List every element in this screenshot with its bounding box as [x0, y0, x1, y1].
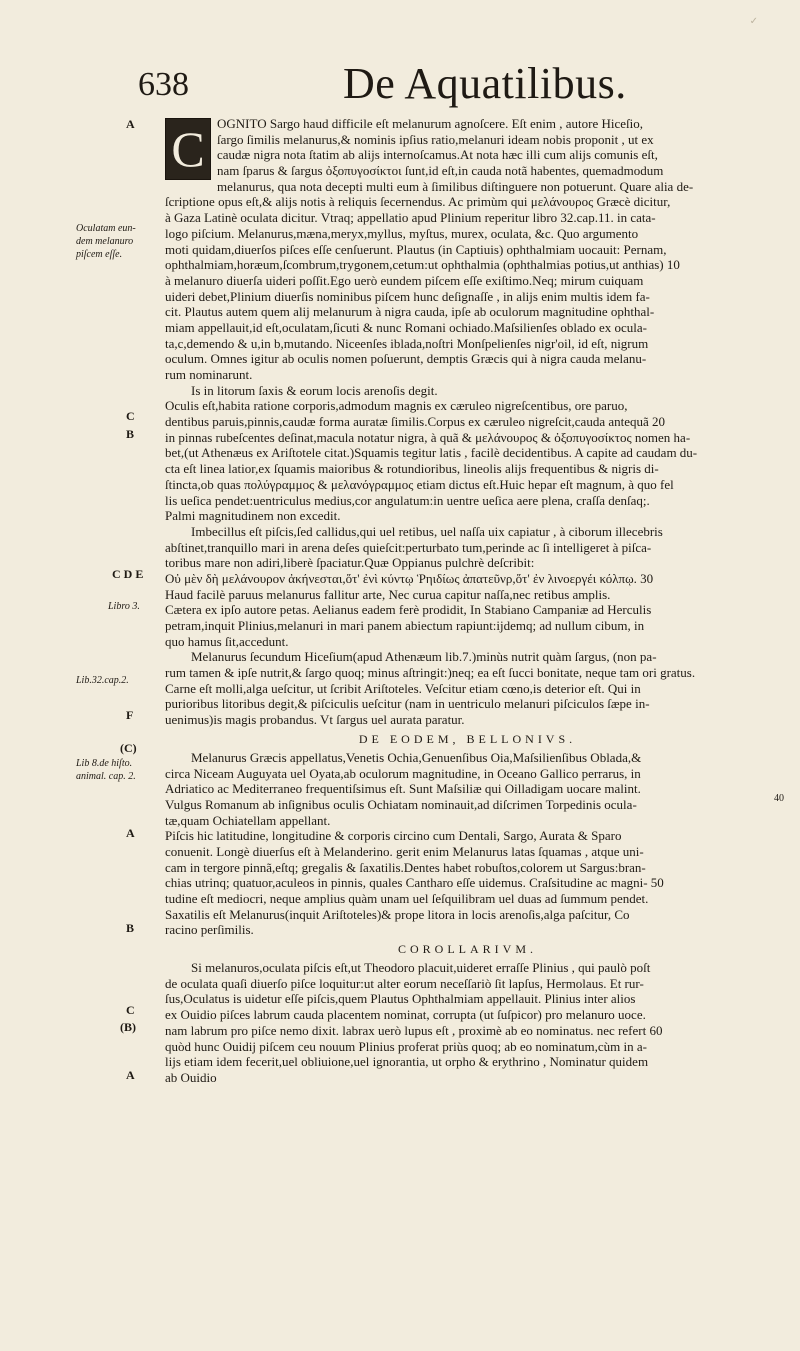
main-text: [165, 116, 770, 1086]
text-line: ſcriptione opus eſt,& alijs notis à reliquis ſecernendus. Ac primùm qui μελάνουρος Græcè dicitur,: [165, 194, 671, 210]
margin-letter: C: [126, 409, 135, 423]
text-line: Is in litorum ſaxis & eorum locis arenoſis degit.: [191, 382, 438, 398]
text-line: nam ſparus & ſargus ὀξοπυγοσίκτοι ſunt,id eſt,in cauda notã habentes, quemadmodum: [217, 163, 664, 179]
text-line: circa Niceam Auguyata uel Oyata,ab oculorum magnitudine, in Oceano Gallico perrarus, in: [165, 765, 641, 781]
text-line: Imbecillus eſt piſcis,ſed callidus,qui uel retibus, uel naſſa uix capiatur , à ciborum illecebris: [191, 523, 663, 539]
text-line: bet,(ut Athenæus ex Ariſtotele citat.)Squamis tegitur latis , facilè decidentibus. A capite ad caudam du-: [165, 445, 698, 461]
text-line: Si melanuros,oculata piſcis eſt,ut Theodoro placuit,uideret erraſſe Plinius , qui paulò poſt: [191, 960, 651, 976]
text-line: ſargo ſimilis melanurus,& nominis ipſius ratio,melanuri ideam nobis proponit , ut ex: [217, 131, 654, 147]
text-line: Cætera ex ipſo autore petas. Aelianus eadem ferè prodidit, In Stabiano Campaniæ ad Herculis: [165, 602, 652, 618]
text-line: cit. Plautus autem quem alij melanurum à nigra cauda, ipſe ab oculorum magnitudine ophthal-: [165, 304, 655, 320]
margin-letter: F: [126, 708, 134, 722]
text-line: tudine eſt mediocri, neque amplius quàm unam uel ſeſquilibram uel duas ad ſummum pendet.: [165, 891, 649, 906]
running-header: [138, 58, 768, 108]
text-line: in pinnas rubeſcentes deſinat,macula notatur nigra, à quã & μελάνουρος & ὀξοπυγοσίκτος nomen ha-: [165, 429, 691, 445]
margin-letter: A: [126, 1068, 135, 1082]
text-line: uenimus)is magis probandus. Vt ſargus uel aurata paratur.: [165, 712, 465, 728]
margin-letter: (B): [120, 1020, 136, 1034]
margin-letter: C D E: [112, 567, 144, 581]
margin-note: Lib 8.de hiſto. animal. cap. 2.: [76, 758, 136, 782]
margin-letter: B: [126, 921, 135, 935]
text-line: Oculis eſt,habita ratione corporis,admodum magnis ex cæruleo nigreſcentibus, ore paruo,: [165, 398, 628, 414]
text-line: lijs etiam idem fecerit,uel obliuione,uel ignorantia, ut orpho & erythrino , Nominatur quidem: [165, 1054, 649, 1070]
margin-note: Oculatam eun- dem melanuro piſcem eſſe.: [76, 223, 136, 260]
text-line: Vulgus Romanum ab inſignibus oculis Ochiatam nominauit,ad diſcrimen Torpedinis ocula-: [165, 796, 637, 812]
text-line: caudæ nigra nota ſtatim ab alijs internoſcamus.At nota hæc illi cum alijs comunis eſt,: [217, 147, 658, 163]
text-line: petram,inquit Plinius,melanuri in mari panem abiectum rapiunt:ijdemq; ad nullum cibum, in: [165, 618, 645, 633]
margin-note: Lib.32.cap.2.: [76, 675, 129, 686]
text-line: uideri debet,Plinium diuerſis nominibus piſcem hunc deſignaſſe , in alijs enim multis idem fa-: [165, 288, 650, 304]
margin-letter: A: [126, 826, 135, 840]
line-number: 40: [774, 793, 784, 804]
text-line: rum tamen & ipſe nutrit,& ſargo quoq; minus aſtringit:)neq; ea eſt ſucci bonitate, neque tam ori gratus.: [165, 665, 696, 681]
text-line: Piſcis hic latitudine, longitudine & corporis circino cum Dentali, Sargo, Aurata & Sparo: [165, 828, 622, 844]
text-line: nam labrum pro piſce nemo dixit. labrax uerò lupus eſt , proximè ab eo nominatus. nec refert 60: [165, 1022, 663, 1038]
margin-note: Libro 3.: [108, 601, 140, 612]
text-line: Οὐ μὲν δὴ μελάνουρον ἀκήνεσται,ὅτ' ἐνὶ κύντῳ Ῥηιδίως ἀπατεῦνρ,ὅτ' ἐν λινοεργέι κόλπῳ. 30: [165, 570, 654, 586]
text-line: Carne eſt molli,alga ueſcitur, ut ſcribit Ariſtoteles. Veſcitur etiam cœno,is deterior eſt. Qui in: [165, 680, 641, 696]
text-line: Haud facilè paruus melanurus fallitur arte, Nec curua capitur naſſa,nec retibus amplis.: [165, 586, 611, 602]
text-line: melanurus, qua nota decepti multi eum à ſimilibus diſtinguere non potuerunt. Quare alia de-: [217, 178, 694, 194]
section-paragraph: [165, 649, 770, 727]
text-line: cam in tergore pinnã,eſtq; gregalis & ſaxatilis.Dentes habet robuſtos,colorem ut Sargus:bran-: [165, 859, 646, 875]
text-line: ſus,Oculatus is uidetur eſſe piſcis,quem Plautus Ophthalmiam appellauit. Plinius inter alios: [165, 991, 636, 1007]
text-line: ophthalmiam,horæum,ſcombrum,trygonem,cetum:ut ophthalmia (ophthalmias potius,ut anthias) 10: [165, 257, 680, 273]
text-line: ex Ouidio piſces labrum cauda placentem nominat, corrupta (ut ſuſpicor) pro melanuro uoce.: [165, 1007, 646, 1023]
text-line: purioribus litoribus degit,& piſciculis ueſcitur (nam in uentriculo melanuri piſciculos ſæpe in-: [165, 696, 650, 712]
text-line: chias utrinq; quatuor,aculeos in pinnis, quales Cantharo eſſe uidemus. Craſsitudine ac magni- 50: [165, 875, 664, 891]
section-heading: COROLLARIVM.: [397, 942, 537, 957]
text-line: à Gaza Latinè oculata dicitur. Vtraq; appellatio apud Plinium reperitur libro 32.cap.11. in cata-: [165, 210, 656, 226]
text-line: Melanurus ſecundum Hiceſium(apud Athenæum lib.7.)minùs nutrit quàm ſargus, (non pa-: [191, 649, 657, 665]
text-line: Adriatico ac Mediterraneo frequentiſsimus eſt. Sunt Maſsiliæ qui Oilladigam uocare malint.: [165, 781, 641, 797]
margin-letter: (C): [120, 741, 137, 755]
text-line: tæ,quam Ochiatellam appellant.: [165, 812, 331, 828]
margin-letter: C: [126, 1003, 135, 1017]
page-number: 638: [138, 66, 189, 103]
dropcap-initial: C: [165, 118, 211, 180]
section-paragraph: [165, 728, 770, 938]
text-line: abſtinet,tranquillo mari in arena deſes quieſcit:perturbato tum,perinde ac ſi intelligeret à piſca-: [165, 539, 652, 555]
text-line: quòd hunc Ouidij piſcem ceu nouum Plinius proferat priùs quoq; ab eo nominatum,cùm in a-: [165, 1038, 647, 1054]
corner-mark: ✓: [749, 16, 758, 27]
text-line: Palmi magnitudinem non excedit.: [165, 508, 341, 524]
text-line: quo hamus ſit,accedunt.: [165, 633, 289, 649]
text-line: moti quidam,diuerſos piſces eſſe cenſuerunt. Plautus (in Captiuis) ophthalmiam uocauit: Pernam,: [165, 241, 667, 257]
section-paragraph: [165, 383, 770, 524]
text-line: OGNITO Sargo haud difficile eſt melanurum agnoſcere. Eſt enim , autore Hiceſio,: [217, 116, 643, 131]
text-line: cta eſt linea latior,ex ſquamis maioribus & rotundioribus, lineolis alijs frequentibus & nigris di-: [165, 461, 659, 477]
section-heading: DE EODEM, BELLONIVS.: [358, 731, 577, 746]
text-line: ab Ouidio: [165, 1069, 217, 1085]
text-line: Melanurus Græcis appellatus,Venetis Ochia,Genuenſibus Oia,Maſsilienſibus Oblada,&: [191, 749, 642, 765]
text-line: à melanuro diuerſa uideri poſſit.Ego uerò eundem piſcem eſſe exiſtimo.Neq; mirum cuiquam: [165, 272, 644, 288]
text-line: conuenit. Longè diuerſus eſt à Melanderino. gerit enim Melanurus latas ſquamas , atque uni-: [165, 843, 644, 859]
text-line: toribus mare non adiri,liberè ſpaciatur.Quæ Oppianus pulchrè deſcribit:: [165, 555, 535, 571]
text-line: dentibus paruis,pinnis,caudæ forma auratæ ſimilis.Corpus ex cæruleo nigreſcit,cauda antequã 20: [165, 414, 666, 430]
text-line: de oculata quaſi diuerſo piſce loquitur:ut alter eorum neceſſariò ſit lapſus, Hermolaus. Et rur-: [165, 975, 644, 991]
text-line: Saxatilis eſt Melanurus(inquit Ariſtoteles)& prope litora in locis arenoſis,alga paſcitur, Co: [165, 906, 630, 922]
text-line: ta,c,demendo & u,in b,mutando. Niceenſes iblada,noſtri Monſpelienſes nigr'oil, id eſt, nigrum: [165, 335, 649, 351]
text-line: oculum. Omnes igitur ab oculis nomen poſuerunt, demptis Græcis qui à nigra cauda melanu-: [165, 351, 647, 367]
text-line: logo piſcium. Melanurus,mæna,meryx,myllus, myſtus, murex, oculata, &c. Quo argumento: [165, 225, 639, 241]
margin-letter: B: [126, 427, 135, 441]
margin-letter: A: [126, 117, 135, 131]
text-line: miam appellauit,id eſt,oculatam,ſicuti & nunc Romani ochiado.Maſsilienſes oblado ex ocula-: [165, 319, 647, 335]
section-paragraph: [165, 938, 770, 1086]
running-title: De Aquatilibus.: [343, 59, 627, 108]
section-paragraph: [165, 524, 770, 650]
text-line: rum nominarunt.: [165, 367, 253, 382]
section-paragraph: [165, 116, 770, 383]
text-line: racino perſimilis.: [165, 922, 254, 938]
text-line: lis ueſica pendet:uentriculus medius,cor angulatum:in uentre ueſica aere plena, craſſa denſaq;.: [165, 492, 650, 508]
text-line: ſtincta,ob quas πολύγραμμος & μελανόγραμμος etiam dictus eſt.Huic hepar eſt magnum, à quo fel: [165, 476, 674, 492]
